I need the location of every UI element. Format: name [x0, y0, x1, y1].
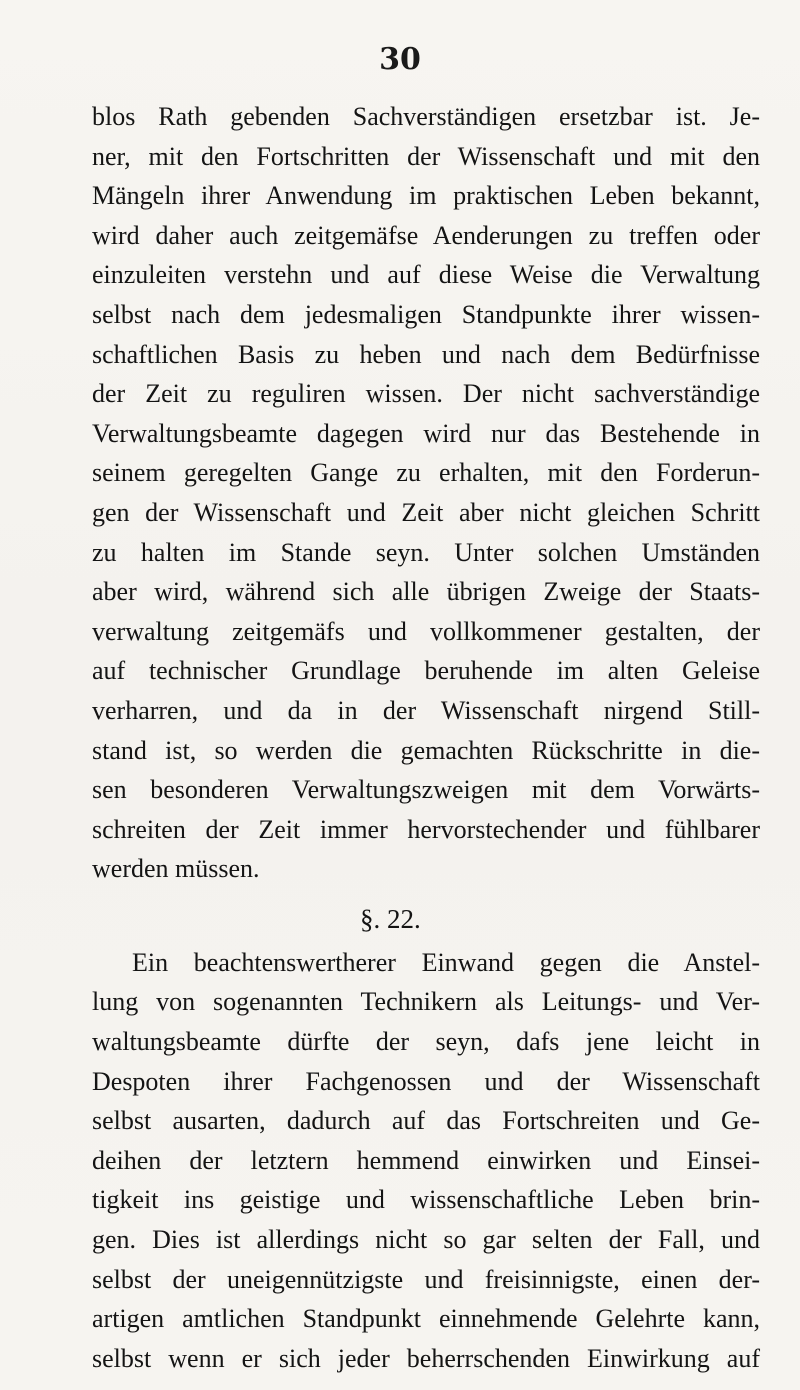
text-line: Despoten ihrer Fachgenossen und der Wissenschaft [92, 1066, 760, 1096]
text-line: deihen der letztern hemmend einwirken und Einsei- [92, 1145, 760, 1175]
text-line: ner, mit den Fortschritten der Wissenschaft und mit den [92, 141, 760, 171]
text-line: waltungsbeamte dürfte der seyn, dafs jene leicht in [92, 1027, 760, 1057]
page-number: 30 [379, 42, 421, 77]
text-line: seinem geregelten Gange zu erhalten, mit den Forderun- [92, 458, 760, 488]
paragraph-1 [92, 97, 760, 889]
text-line: wird daher auch zeitgemäfse Aenderungen zu treffen oder [92, 220, 760, 250]
text-line: zu halten im Stande seyn. Unter solchen Umständen [92, 537, 760, 567]
text-line: lung von sogenannten Technikern als Leitungs- und Ver- [92, 987, 760, 1017]
text-line: Verwaltungsbeamte dagegen wird nur das Bestehende in [92, 418, 760, 448]
text-line: auf technischer Grundlage beruhende im alten Geleise [92, 656, 760, 686]
text-line: Ein beachtenswertherer Einwand gegen die Anstel- [132, 947, 760, 977]
text-line: verwaltung zeitgemäfs und vollkommener gestalten, der [92, 616, 760, 646]
text-line: artigen amtlichen Standpunkt einnehmende Gelehrte kann, [92, 1304, 760, 1334]
text-line: gen. Dies ist allerdings nicht so gar selten der Fall, und [92, 1225, 760, 1255]
text-line: gen der Wissenschaft und Zeit aber nicht gleichen Schritt [92, 497, 760, 527]
text-line: selbst der uneigennützigste und freisinnigste, einen der- [92, 1264, 760, 1294]
text-line: tigkeit ins geistige und wissenschaftliche Leben brin- [92, 1185, 760, 1215]
text-line: sen besonderen Verwaltungszweigen mit dem Vorwärts- [92, 775, 760, 805]
text-line: stand ist, so werden die gemachten Rückschritte in die- [92, 735, 760, 765]
text-line: blos Rath gebenden Sachverständigen ersetzbar ist. Je- [92, 102, 760, 131]
text-line: selbst nach dem jedesmaligen Standpunkte ihrer wissen- [92, 299, 760, 329]
text-line: selbst wenn er sich jeder beherrschenden Einwirkung auf [92, 1343, 760, 1373]
text-line: schreiten der Zeit immer hervorstechender und fühlbarer [92, 814, 760, 844]
text-line: einzuleiten verstehn und auf diese Weise die Verwaltung [92, 260, 760, 290]
body-text [92, 97, 760, 1378]
text-line: der Zeit zu reguliren wissen. Der nicht sachverständige [92, 379, 760, 409]
text-line: werden müssen. [92, 854, 260, 884]
text-line: schaftlichen Basis zu heben und nach dem Bedürfnisse [92, 339, 760, 369]
text-line: aber wird, während sich alle übrigen Zweige der Staats- [92, 577, 760, 607]
section-heading: §. 22. [360, 903, 421, 934]
text-line: Mängeln ihrer Anwendung im praktischen Leben bekannt, [92, 181, 760, 211]
text-line: verharren, und da in der Wissenschaft nirgend Still- [92, 695, 760, 725]
paragraph-2 [92, 943, 760, 1379]
text-line: selbst ausarten, dadurch auf das Fortschreiten und Ge- [92, 1106, 760, 1136]
